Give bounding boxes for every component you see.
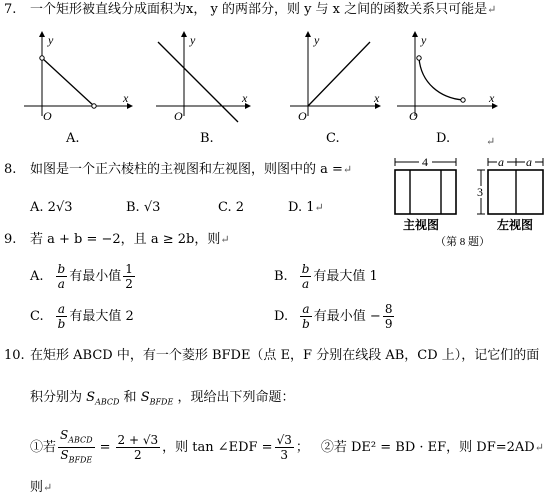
frac-den: a [57, 277, 65, 291]
q7-stem-text: 一个矩形被直线分成面积为x， y 的两部分，则 y 与 x 之间的函数关系只可能是 [30, 2, 488, 17]
graph-a-y-label: y [48, 33, 54, 47]
s-bfde: S [140, 390, 150, 405]
graph-d-y-label: y [421, 33, 427, 47]
q9-option-c-letter: C. [30, 308, 44, 324]
q8-option-d [288, 200, 324, 216]
graph-c-y-label: y [314, 33, 320, 47]
s-abcd-sub: ABCD [95, 397, 120, 407]
front-view [395, 155, 456, 232]
return-mark: ↵ [220, 233, 230, 246]
graph-b-x-label: x [242, 91, 248, 105]
frac-num: a [302, 302, 310, 316]
q8-option-d-letter: D. [288, 200, 303, 215]
q9-option-b-frac [300, 262, 312, 291]
s-sub: BFDE [68, 455, 93, 465]
q10-number: 10. [4, 348, 25, 363]
frac-num: a [57, 302, 66, 316]
q8-option-a-letter: A. [30, 200, 44, 215]
front-view-label: 主视图 [403, 218, 440, 232]
graph-c-x-label: x [374, 91, 380, 105]
q7-option-c: C. [326, 131, 340, 146]
graph-b-origin: O [174, 109, 183, 123]
q7-option-d: D. [436, 131, 451, 146]
q7-stem [30, 2, 496, 18]
q8-option-c-value: 2 [235, 200, 245, 215]
frac-num: 1 [125, 262, 133, 276]
frac-num: 2 + √3 [117, 433, 159, 448]
frac-den [58, 448, 94, 467]
q9-option-b [274, 262, 378, 291]
return-mark: ↵ [534, 440, 544, 454]
q9-option-b-letter: B. [274, 268, 288, 284]
frac-num: b [57, 262, 66, 276]
q7-option-b: B. [200, 131, 214, 146]
s-label: S [60, 448, 69, 463]
graph-d-origin: O [409, 109, 418, 123]
q8-option-a-value: 2√3 [47, 200, 73, 215]
q10-p1-ratio [58, 428, 95, 468]
q9-option-c-text: 有最大值 2 [69, 308, 134, 324]
frac-den: 3 [280, 448, 289, 463]
q8-option-a [30, 200, 73, 216]
q10-line2 [30, 390, 294, 411]
side-view [477, 155, 543, 232]
q10-line4-text: 则 [30, 480, 44, 495]
frac-den: b [57, 317, 66, 331]
q8-stem [30, 162, 352, 178]
graph-d-x-label: x [489, 91, 495, 105]
side-dim-height: 3 [477, 185, 483, 199]
q10-line2-suffix: ，现给出下列命题： [177, 390, 295, 405]
q9-option-a [30, 262, 137, 291]
return-mark: ↵ [486, 135, 496, 148]
frac-den: 9 [384, 317, 393, 331]
q10-p1-result [275, 433, 294, 462]
q9-option-d-frac [300, 302, 312, 331]
s-label: S [60, 428, 69, 442]
q10-p1-eq: = [99, 439, 111, 455]
front-dim-width: 4 [422, 155, 428, 169]
s-abcd: S [86, 390, 96, 405]
return-mark: ↵ [487, 3, 497, 16]
side-dim-a-left: a [498, 155, 504, 169]
frac-num: √3 [276, 433, 292, 448]
q9-option-c [30, 302, 134, 331]
q9-option-d-text: 有最小值 − [313, 308, 381, 324]
q8-option-d-value: 1 [306, 200, 315, 215]
graph-a-origin: O [43, 109, 52, 123]
return-mark: ↵ [43, 481, 53, 494]
q8-number: 8. [4, 162, 17, 177]
graph-c-origin: O [298, 109, 307, 123]
q9-option-a-value [123, 262, 135, 291]
q9-option-a-text: 有最小值 [69, 268, 122, 284]
graph-a-x-label: x [123, 91, 129, 105]
q8-option-b [126, 200, 160, 216]
graph-c [290, 33, 380, 123]
q9-option-d [274, 302, 396, 331]
q9-option-d-value [383, 302, 395, 331]
q7-number: 7. [4, 2, 17, 17]
side-dim-a-right: a [526, 155, 532, 169]
q8-figure-caption: （第 8 题） [435, 236, 490, 248]
q9-option-a-frac [56, 262, 68, 291]
q10-and: 和 [123, 390, 137, 405]
q8-stem-text: 如图是一个正六棱柱的主视图和左视图，则图中的 a = [30, 162, 343, 177]
return-mark: ↵ [314, 201, 324, 214]
q10-line1: 在矩形 ABCD 中，有一个菱形 BFDE（点 E，F 分别在线段 AB，CD 上），记它们的面 [30, 348, 540, 363]
frac-den: 2 [133, 448, 142, 463]
frac-den: 2 [125, 277, 133, 291]
q8-option-b-value: √3 [143, 200, 161, 215]
side-view-label: 左视图 [497, 218, 534, 232]
q9-number: 9. [4, 232, 17, 247]
q10-p1-rhs [116, 433, 161, 462]
q10-line3 [30, 428, 544, 468]
q10-p2: ②若 DE² = BD · EF，则 DF=2AD [320, 439, 535, 455]
q7-graphs [20, 28, 520, 148]
q7-option-a: A. [66, 131, 80, 146]
return-mark: ↵ [342, 163, 353, 176]
q9-option-d-letter: D. [274, 308, 289, 324]
frac-num: 8 [384, 302, 393, 316]
q9-stem [30, 232, 230, 248]
q9-stem-text: 若 a + b = −2，且 a ≥ 2b，则 [30, 232, 221, 247]
frac-num: b [301, 262, 310, 276]
frac-den: b [302, 317, 310, 331]
q8-option-c [218, 200, 244, 216]
graph-b [156, 33, 248, 123]
q10-p1-end: ； [295, 439, 309, 455]
q8-option-c-letter: C. [218, 200, 232, 215]
graph-a [24, 33, 130, 123]
q8-option-b-letter: B. [126, 200, 140, 215]
q9-option-a-letter: A. [30, 268, 44, 284]
q10-line4 [30, 480, 52, 496]
q9-option-c-frac [56, 302, 68, 331]
frac-num [58, 428, 95, 448]
q8-figure [385, 150, 553, 250]
q10-p1-prefix: ①若 [30, 439, 57, 455]
graph-b-y-label: y [190, 33, 196, 47]
q10-line2-prefix: 积分别为 [30, 390, 83, 405]
q10-p1-then: ，则 tan ∠EDF = [162, 439, 273, 455]
s-bfde-sub: BFDE [149, 397, 174, 407]
graph-d [397, 33, 495, 123]
s-sub: ABCD [68, 435, 93, 445]
q9-option-b-text: 有最大值 1 [313, 268, 378, 284]
frac-den: a [301, 277, 310, 291]
